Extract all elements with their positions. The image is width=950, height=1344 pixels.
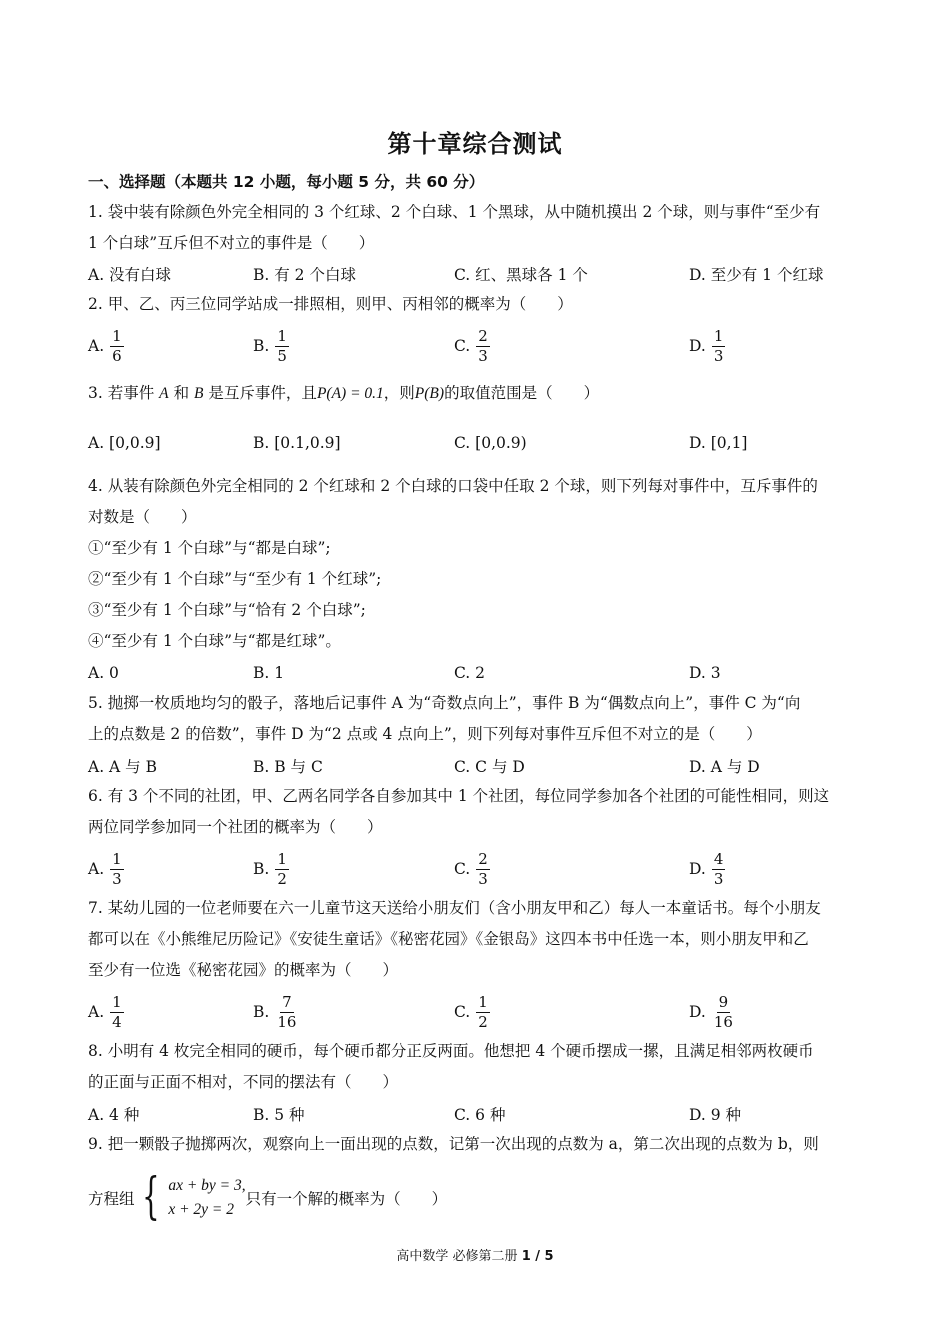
option-c: C. 2 (454, 664, 486, 682)
option-c: C. $\frac{1}{2}$ (454, 992, 488, 1031)
question-9-line-1: 9. 把一颗骰子抛掷两次，观察向上一面出现的点数，记第一次出现的点数为 a，第二次出现的点数为 b，则 (88, 1135, 819, 1153)
question-4-line-1: 4. 从装有除颜色外完全相同的 2 个红球和 2 个白球的口袋中任取 2 个球，则下列每对事件中，互斥事件的 (88, 477, 818, 495)
question-7-options (88, 990, 878, 1034)
option-d: D. $\frac{9}{16}$ (689, 992, 733, 1031)
option-a: A. A 与 B (88, 758, 157, 776)
question-4-item-4: ④“至少有 1 个白球”与“都是红球”。 (88, 632, 341, 650)
question-8-options (88, 1103, 878, 1125)
fraction: $\frac{1}{2}$ (277, 849, 287, 888)
question-2-line-1: 2. 甲、乙、丙三位同学站成一排照相，则甲、丙相邻的概率为（ ） (88, 295, 573, 313)
page-number: 1 / 5 (521, 1249, 554, 1264)
option-a: A. 没有白球 (88, 266, 172, 284)
fraction: $\frac{1}{3}$ (713, 326, 724, 365)
equation-system (88, 1167, 448, 1226)
option-d: D. $\frac{1}{3}$ (689, 326, 724, 365)
equation-1: ax + by = 3, (168, 1177, 246, 1194)
question-7-line-1: 7. 某幼儿园的一位老师要在六一儿童节这天送给小朋友们（含小朋友甲和乙）每人一本童话书。每个小朋友 (88, 899, 821, 917)
fraction: $\frac{2}{3}$ (478, 849, 488, 888)
question-4-item-2: ②“至少有 1 个白球”与“至少有 1 个红球”; (88, 570, 382, 588)
option-a: A. $\frac{1}{3}$ (88, 849, 122, 888)
option-d: D. [0,1] (689, 434, 748, 452)
option-a: A. 0 (88, 664, 119, 682)
system-prefix: 方程组 (88, 1190, 135, 1208)
fraction: $\frac{1}{6}$ (112, 326, 122, 365)
question-1-line-1: 1. 袋中装有除颜色外完全相同的 3 个红球、2 个白球、1 个黑球，从中随机摸出 2 个球，则与事件“至少有 (88, 203, 821, 221)
fraction: $\frac{1}{3}$ (112, 849, 122, 888)
question-5-line-2: 上的点数是 2 的倍数”，事件 D 为“2 点或 4 点向上”，则下列每对事件互斥但不对立的是（ ） (88, 725, 762, 743)
option-c: C. 6 种 (454, 1106, 506, 1124)
option-c: C. [0,0.9) (454, 434, 527, 452)
question-4-line-2: 对数是（ ） (88, 508, 197, 526)
question-2-options (88, 324, 878, 368)
fraction: $\frac{1}{5}$ (277, 326, 287, 365)
question-1-options (88, 263, 878, 285)
question-8-line-1: 8. 小明有 4 枚完全相同的硬币，每个硬币都分正反两面。他想把 4 个硬币摆成一摞，且满足相邻两枚硬币 (88, 1042, 814, 1060)
option-b: B. B 与 C (253, 758, 323, 776)
question-5-line-1: 5. 抛掷一枚质地均匀的骰子，落地后记事件 A 为“奇数点向上”，事件 B 为“偶数点向上”，事件 C 为“向 (88, 694, 801, 712)
question-8-line-2: 的正面与正面不相对，不同的摆法有（ ） (88, 1073, 399, 1091)
option-b: B. $\frac{1}{2}$ (253, 849, 287, 888)
section-heading: 一、选择题（本题共 12 小题，每小题 5 分，共 60 分） (88, 173, 485, 191)
page-title: 第十章综合测试 (387, 130, 563, 158)
option-a: A. $\frac{1}{4}$ (88, 992, 122, 1031)
fraction: $\frac{4}{3}$ (713, 849, 724, 888)
system-suffix: 只有一个解的概率为（ ） (245, 1190, 448, 1208)
option-d: D. A 与 D (689, 758, 760, 776)
question-4-options (88, 662, 878, 684)
question-7-line-2: 都可以在《小熊维尼历险记》《安徒生童话》《秘密花园》《金银岛》这四本书中任选一本，则小朋友甲和乙 (88, 930, 809, 948)
option-b: B. 有 2 个白球 (253, 266, 356, 284)
option-b: B. $\frac{1}{5}$ (253, 326, 287, 365)
question-1-line-2: 1 个白球”互斥但不对立的事件是（ ） (88, 234, 375, 252)
question-6-options (88, 847, 878, 891)
fraction: $\frac{7}{16}$ (277, 992, 297, 1031)
option-d: D. 至少有 1 个红球 (689, 266, 824, 284)
option-a: A. $\frac{1}{6}$ (88, 326, 122, 365)
option-a: A. [0,0.9] (88, 434, 161, 452)
fraction: $\frac{1}{2}$ (478, 992, 488, 1031)
fraction: $\frac{9}{16}$ (713, 992, 733, 1031)
question-3-options (88, 432, 878, 454)
option-b: B. $\frac{7}{16}$ (253, 992, 297, 1031)
equations (168, 1174, 245, 1222)
option-b: B. 1 (253, 664, 285, 682)
option-c: C. $\frac{2}{3}$ (454, 326, 488, 365)
option-d: D. 3 (689, 664, 721, 682)
option-a: A. 4 种 (88, 1106, 140, 1124)
question-7-line-3: 至少有一位选《秘密花园》的概率为（ ） (88, 961, 399, 979)
option-c: C. $\frac{2}{3}$ (454, 849, 488, 888)
question-6-line-2: 两位同学参加同一个社团的概率为（ ） (88, 818, 383, 836)
option-b: B. 5 种 (253, 1106, 305, 1124)
option-c: C. C 与 D (454, 758, 525, 776)
equation-2: x + 2y = 2 (168, 1201, 235, 1218)
option-c: C. 红、黑球各 1 个 (454, 266, 588, 284)
question-4-item-3: ③“至少有 1 个白球”与“恰有 2 个白球”; (88, 601, 366, 619)
question-5-options (88, 755, 878, 777)
question-3-line-1: 3. 若事件 A 和 B 是互斥事件，且P(A) = 0.1，则P(B)的取值范围是（ ） (88, 384, 600, 402)
fraction: $\frac{1}{4}$ (112, 992, 122, 1031)
brace-icon: { (141, 1167, 160, 1225)
question-6-line-1: 6. 有 3 个不同的社团，甲、乙两名同学各自参加其中 1 个社团，每位同学参加各个社团的可能性相同，则这 (88, 787, 830, 805)
question-4-item-1: ①“至少有 1 个白球”与“都是白球”; (88, 539, 331, 557)
option-b: B. [0.1,0.9] (253, 434, 341, 452)
option-d: D. $\frac{4}{3}$ (689, 849, 724, 888)
fraction: $\frac{2}{3}$ (478, 326, 488, 365)
page-footer: 高中数学 必修第二册 1 / 5 (396, 1249, 554, 1264)
option-d: D. 9 种 (689, 1106, 742, 1124)
